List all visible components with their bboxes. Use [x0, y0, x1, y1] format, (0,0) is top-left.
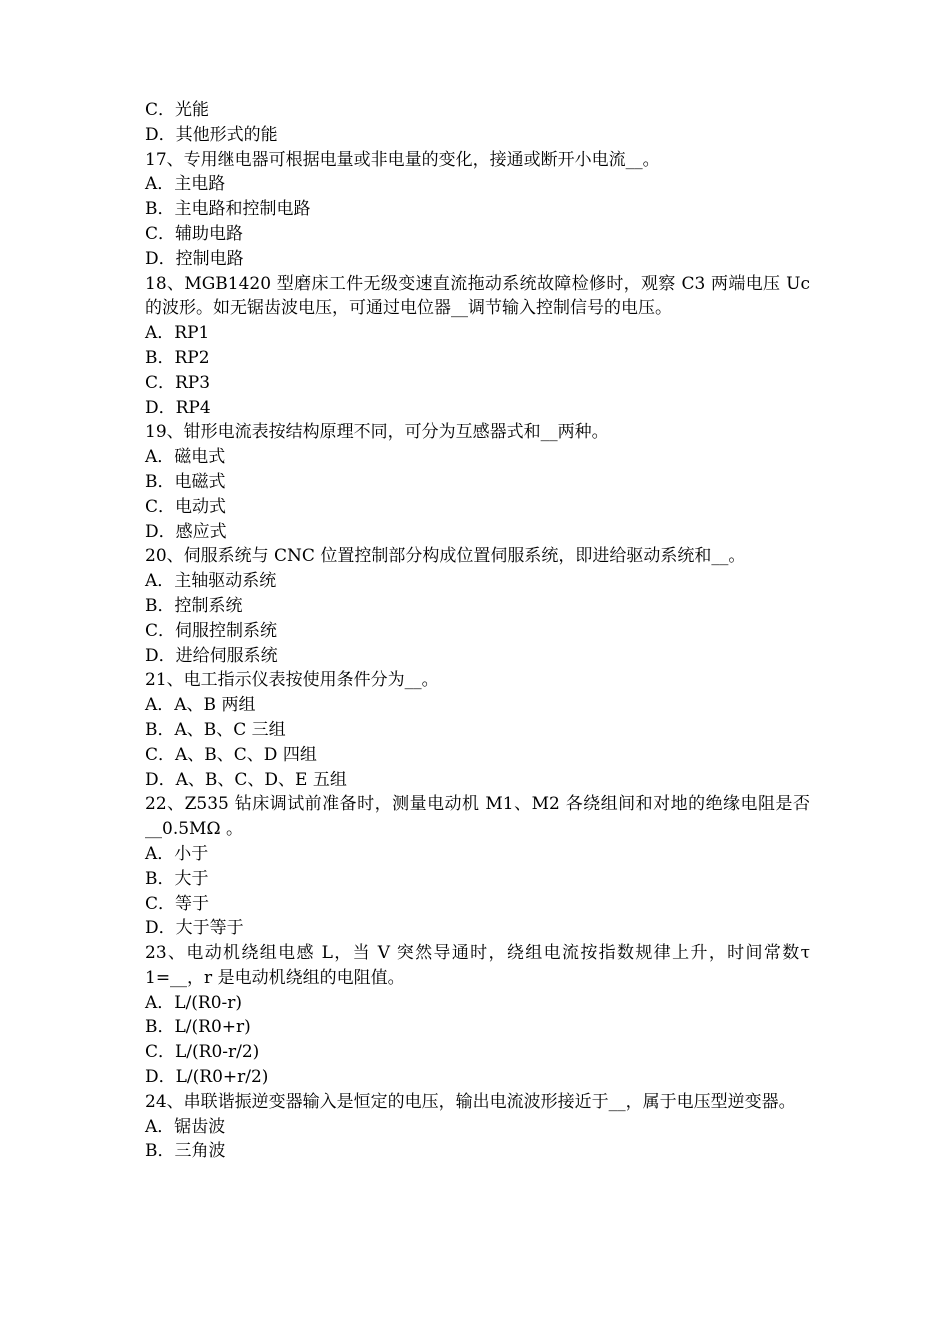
option-text: D．感应式 [145, 521, 227, 542]
option-text: A．磁电式 [145, 447, 226, 468]
answer-option [145, 1115, 810, 1140]
answer-option [145, 1139, 810, 1164]
option-text: A．主电路 [145, 174, 226, 195]
option-text: C．RP3 [145, 372, 211, 393]
question-stem [145, 792, 810, 842]
answer-option [145, 644, 810, 669]
answer-option [145, 470, 810, 495]
answer-option [145, 842, 810, 867]
option-text: B．控制系统 [145, 595, 243, 616]
answer-option [145, 396, 810, 421]
answer-option [145, 916, 810, 941]
question-text: 24、串联谐振逆变器输入是恒定的电压，输出电流波形接近于__，属于电压型逆变器。 [145, 1091, 796, 1112]
question-text: 18、MGB1420 型磨床工件无级变速直流拖动系统故障检修时，观察 C3 两端电压 Uc 的波形。如无锯齿波电压，可通过电位器__调节输入控制信号的电压。 [145, 273, 810, 319]
answer-option [145, 123, 810, 148]
option-text: A．A、B 两组 [145, 695, 256, 716]
option-text: B．主电路和控制电路 [145, 199, 311, 220]
option-text: A．小于 [145, 843, 209, 864]
question-stem [145, 148, 810, 173]
answer-option [145, 197, 810, 222]
option-text: B．RP2 [145, 347, 210, 368]
question-text: 20、伺服系统与 CNC 位置控制部分构成位置伺服系统，即进给驱动系统和__。 [145, 546, 746, 567]
question-text: 17、专用继电器可根据电量或非电量的变化，接通或断开小电流__。 [145, 149, 660, 170]
answer-option [145, 718, 810, 743]
question-stem [145, 272, 810, 322]
option-text: A．RP1 [145, 323, 210, 344]
option-text: B．三角波 [145, 1141, 226, 1162]
option-text: D．进给伺服系统 [145, 645, 278, 666]
option-text: B．L/(R0+r) [145, 1017, 251, 1038]
option-text: C．L/(R0-r/2) [145, 1042, 260, 1063]
option-text: D．其他形式的能 [145, 124, 278, 145]
answer-option [145, 172, 810, 197]
answer-option [145, 1015, 810, 1040]
option-text: D．大于等于 [145, 918, 244, 939]
option-text: A．锯齿波 [145, 1116, 226, 1137]
question-stem [145, 941, 810, 991]
option-text: C．伺服控制系统 [145, 620, 278, 641]
option-text: D．RP4 [145, 397, 211, 418]
question-text: 22、Z535 钻床调试前准备时，测量电动机 M1、M2 各绕组间和对地的绝缘电阻是否__0.5MΩ 。 [145, 794, 810, 840]
answer-option [145, 743, 810, 768]
question-text: 21、电工指示仪表按使用条件分为__。 [145, 670, 439, 691]
option-text: C．辅助电路 [145, 223, 244, 244]
question-stem [145, 544, 810, 569]
exam-questions-body [145, 98, 810, 1164]
option-text: D．A、B、C、D、E 五组 [145, 769, 347, 790]
option-text: C．A、B、C、D 四组 [145, 744, 317, 765]
question-stem [145, 420, 810, 445]
answer-option [145, 445, 810, 470]
answer-option [145, 768, 810, 793]
answer-option [145, 867, 810, 892]
question-text: 19、钳形电流表按结构原理不同，可分为互感器式和__两种。 [145, 422, 609, 443]
answer-option [145, 520, 810, 545]
answer-option [145, 1065, 810, 1090]
option-text: C．等于 [145, 893, 210, 914]
question-stem [145, 1090, 810, 1115]
answer-option [145, 569, 810, 594]
answer-option [145, 98, 810, 123]
answer-option [145, 991, 810, 1016]
answer-option [145, 594, 810, 619]
answer-option [145, 247, 810, 272]
answer-option [145, 1040, 810, 1065]
answer-option [145, 619, 810, 644]
option-text: A．主轴驱动系统 [145, 571, 277, 592]
option-text: B．电磁式 [145, 471, 226, 492]
answer-option [145, 346, 810, 371]
option-text: B．大于 [145, 868, 209, 889]
option-text: C．电动式 [145, 496, 227, 517]
option-text: A．L/(R0-r) [145, 992, 243, 1013]
option-text: B．A、B、C 三组 [145, 719, 286, 740]
option-text: D．L/(R0+r/2) [145, 1067, 269, 1088]
answer-option [145, 222, 810, 247]
option-text: C．光能 [145, 100, 210, 120]
answer-option [145, 892, 810, 917]
answer-option [145, 371, 810, 396]
question-text: 23、电动机绕组电感 L，当 V 突然导通时，绕组电流按指数规律上升，时间常数τ 1=__，r 是电动机绕组的电阻值。 [145, 943, 810, 988]
question-stem [145, 668, 810, 693]
answer-option [145, 693, 810, 718]
answer-option [145, 495, 810, 520]
option-text: D．控制电路 [145, 248, 244, 269]
answer-option [145, 321, 810, 346]
